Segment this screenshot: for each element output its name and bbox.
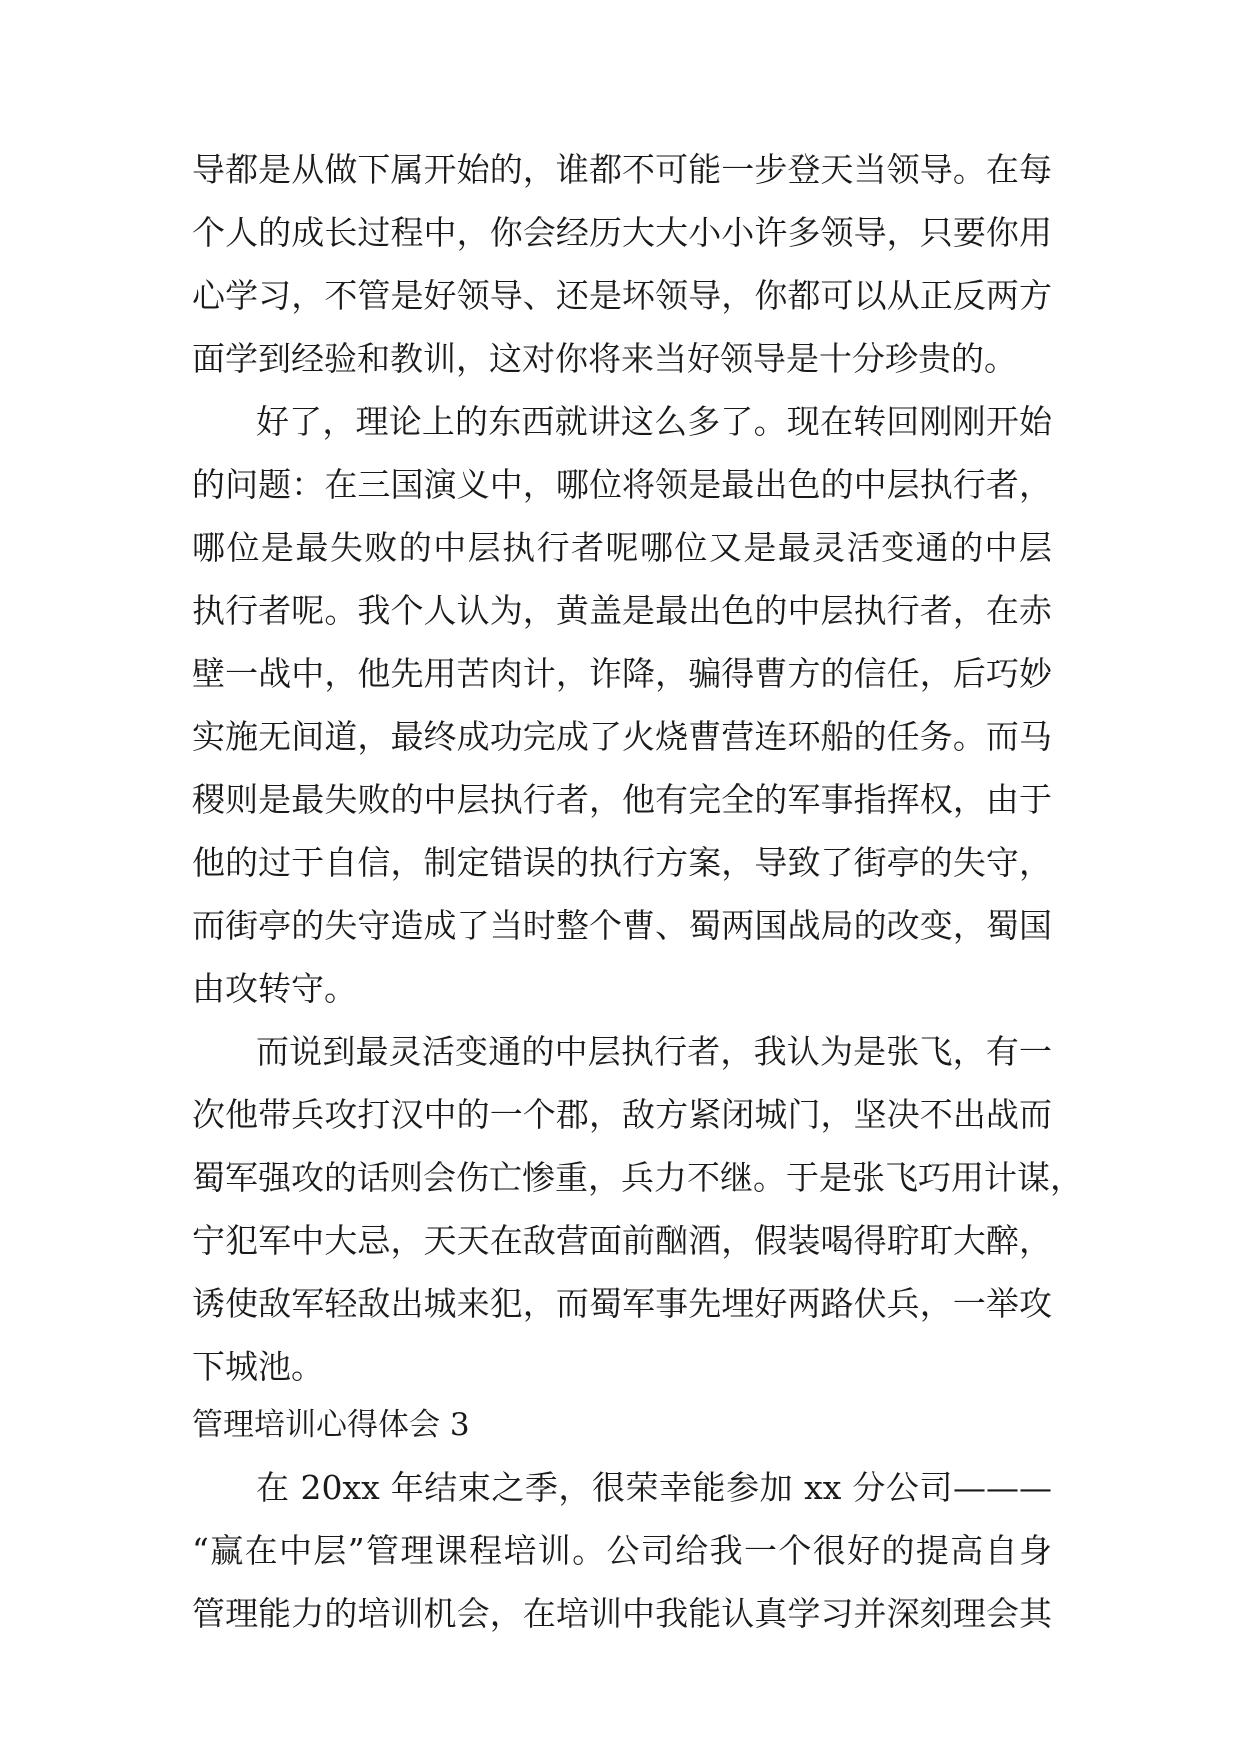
section-heading: 管理培训心得体会 3	[192, 1407, 470, 1443]
paragraph-2-line-1: 好了，理论上的东西就讲这么多了。现在转回刚刚开始	[256, 402, 1052, 441]
paragraph-1-line-2: 个人的成长过程中，你会经历大大小小许多领导，只要你用	[192, 213, 1052, 252]
paragraph-4-line-1: 在 20xx 年结束之季，很荣幸能参加 xx 分公司———	[256, 1468, 1052, 1507]
paragraph-2-line-8: 他的过于自信，制定错误的执行方案，导致了街亭的失守，	[192, 843, 1052, 882]
paragraph-3-line-1: 而说到最灵活变通的中层执行者，我认为是张飞，有一	[256, 1032, 1052, 1071]
paragraph-4-line-2: “赢在中层”管理课程培训。公司给我一个很好的提高自身	[192, 1531, 1052, 1570]
paragraph-1-line-3: 心学习，不管是好领导、还是坏领导，你都可以从正反两方	[192, 276, 1052, 315]
paragraph-3-line-4: 宁犯军中大忌，天天在敌营面前酗酒，假装喝得聍耵大醉，	[192, 1221, 1052, 1260]
paragraph-2-line-6: 实施无间道，最终成功完成了火烧曹营连环船的任务。而马	[192, 717, 1052, 756]
paragraph-2-line-5: 壁一战中，他先用苦肉计，诈降，骗得曹方的信任，后巧妙	[192, 654, 1052, 693]
paragraph-2-line-7: 稷则是最失败的中层执行者，他有完全的军事指挥权，由于	[192, 780, 1052, 819]
paragraph-2-line-2: 的问题：在三国演义中，哪位将领是最出色的中层执行者，	[192, 465, 1052, 504]
paragraph-3-line-6: 下城池。	[192, 1347, 324, 1386]
paragraph-3-line-5: 诱使敌军轻敌出城来犯，而蜀军事先埋好两路伏兵，一举攻	[192, 1284, 1052, 1323]
paragraph-2-line-10: 由攻转守。	[192, 969, 357, 1008]
paragraph-2-line-4: 执行者呢。我个人认为，黄盖是最出色的中层执行者，在赤	[192, 591, 1052, 630]
paragraph-3-line-2: 次他带兵攻打汉中的一个郡，敌方紧闭城门，坚决不出战而	[192, 1095, 1052, 1134]
paragraph-4-line-3: 管理能力的培训机会，在培训中我能认真学习并深刻理会其	[192, 1594, 1052, 1633]
paragraph-1-line-1: 导都是从做下属开始的，谁都不可能一步登天当领导。在每	[192, 150, 1052, 189]
paragraph-2-line-3: 哪位是最失败的中层执行者呢哪位又是最灵活变通的中层	[192, 528, 1052, 567]
paragraph-1-line-4: 面学到经验和教训，这对你将来当好领导是十分珍贵的。	[192, 339, 1017, 378]
paragraph-3-line-3: 蜀军强攻的话则会伤亡惨重，兵力不继。于是张飞巧用计谋，	[192, 1158, 1083, 1197]
paragraph-2-line-9: 而街亭的失守造成了当时整个曹、蜀两国战局的改变，蜀国	[192, 906, 1052, 945]
